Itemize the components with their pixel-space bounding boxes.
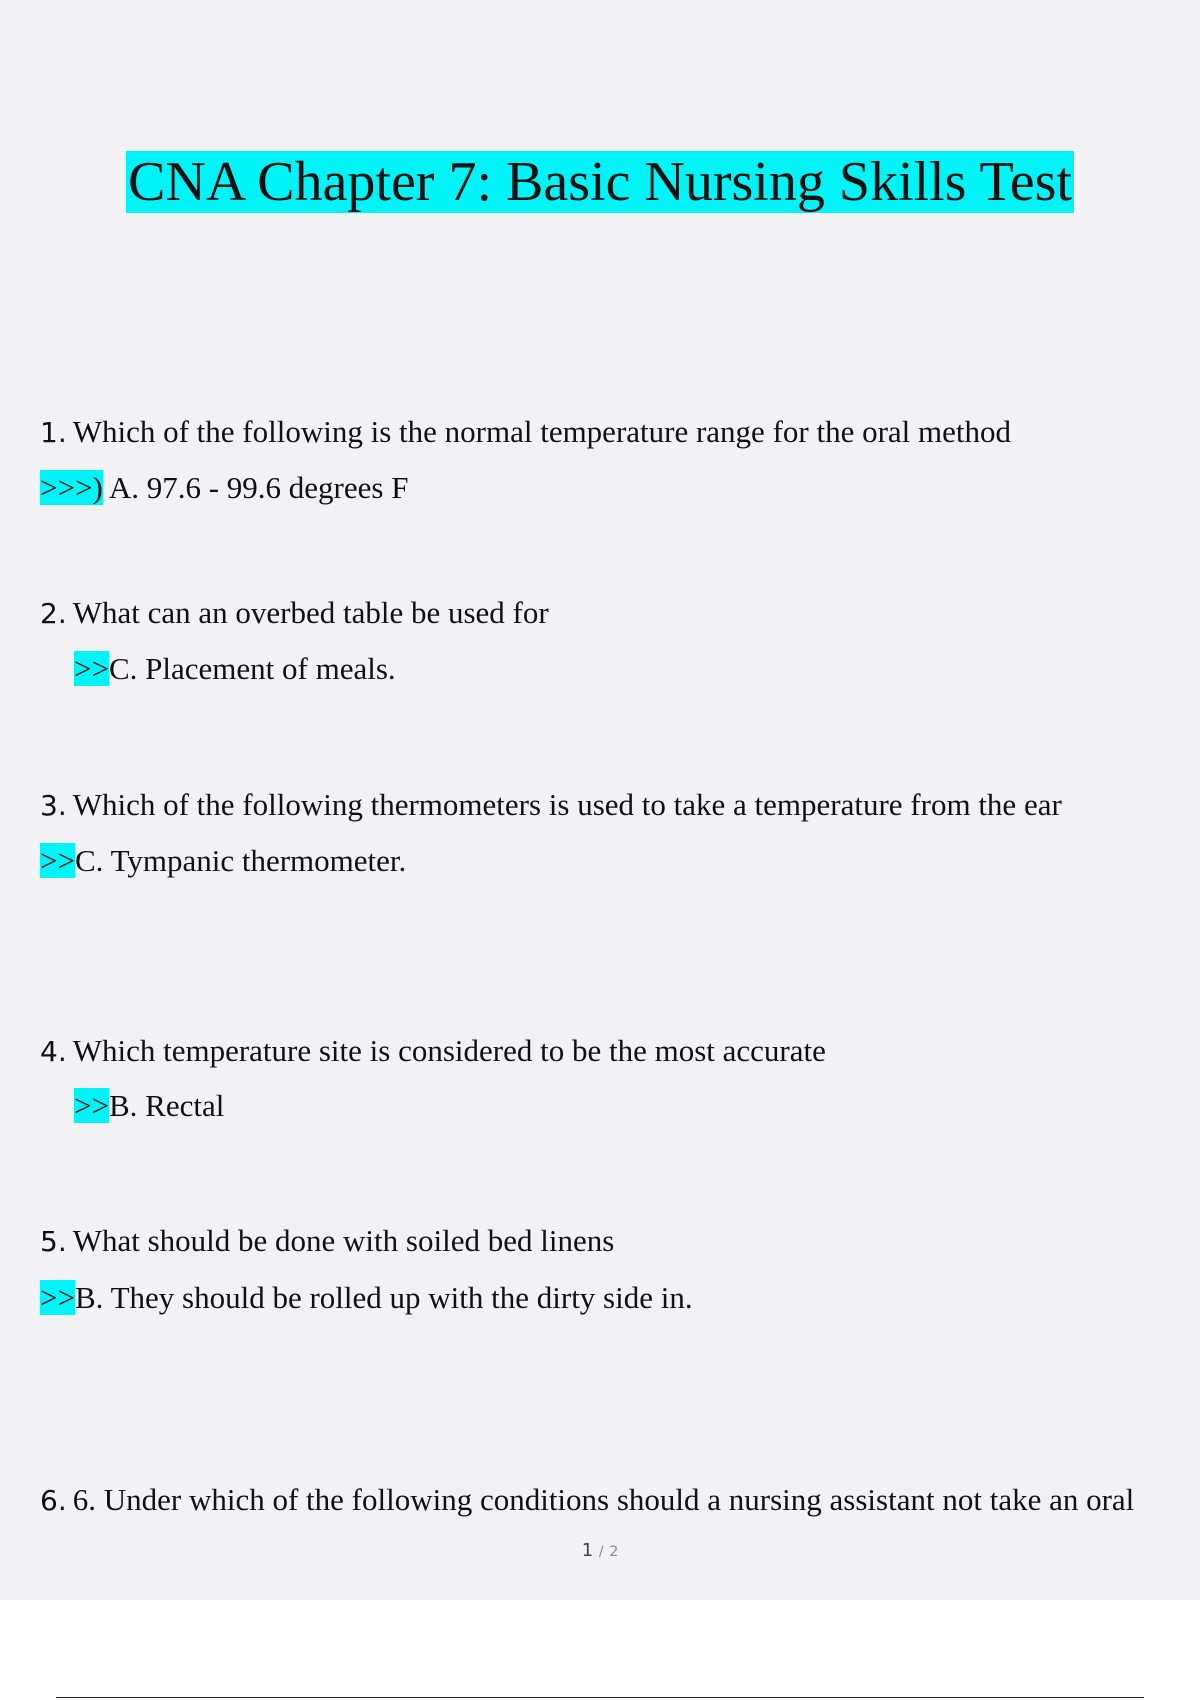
question-text: 6. Under which of the following conditions should a nursing assistant not take an oral (72, 1482, 1135, 1517)
question-1 (40, 412, 1180, 453)
answer-text: C. Tympanic thermometer. (74, 843, 407, 878)
answer-1 (40, 468, 408, 508)
answer-marker: >> (74, 1088, 109, 1123)
page-divider (56, 1697, 1144, 1698)
answer-marker: >> (40, 1280, 75, 1315)
answer-4 (74, 1086, 224, 1126)
question-text: What can an overbed table be used for (72, 595, 549, 630)
question-3 (40, 785, 1180, 826)
question-5 (40, 1221, 1180, 1262)
answer-5 (40, 1278, 693, 1318)
question-4 (40, 1031, 1180, 1072)
answer-text: C. Placement of meals. (108, 651, 396, 686)
question-text: Which of the following is the normal temperature range for the oral method (72, 414, 1012, 449)
question-text: What should be done with soiled bed linens (72, 1223, 615, 1258)
question-number: 6. (40, 1484, 67, 1517)
answer-text: B. They should be rolled up with the dirty side in. (74, 1280, 693, 1315)
answer-text: A. 97.6 - 99.6 degrees F (102, 470, 409, 505)
question-number: 2. (40, 597, 67, 630)
question-number: 5. (40, 1225, 67, 1258)
total-pages: 2 (609, 1544, 619, 1560)
question-number: 4. (40, 1035, 67, 1068)
answer-text: B. Rectal (108, 1088, 225, 1123)
current-page: 1 (581, 1540, 594, 1561)
question-6 (40, 1480, 1180, 1521)
question-text: Which of the following thermometers is used to take a temperature from the ear (72, 787, 1062, 822)
question-number: 3. (40, 789, 67, 822)
answer-marker: >> (74, 651, 109, 686)
answer-2 (74, 649, 396, 689)
question-text: Which temperature site is considered to be the most accurate (72, 1033, 826, 1068)
question-2 (40, 593, 1180, 634)
answer-marker: >> (40, 843, 75, 878)
document-title: CNA Chapter 7: Basic Nursing Skills Test (128, 151, 1072, 213)
answer-marker: >>>) (40, 470, 103, 505)
answer-3 (40, 841, 406, 881)
page-separator: / (598, 1544, 604, 1560)
question-number: 1. (40, 416, 67, 449)
page-indicator (0, 1540, 1200, 1561)
